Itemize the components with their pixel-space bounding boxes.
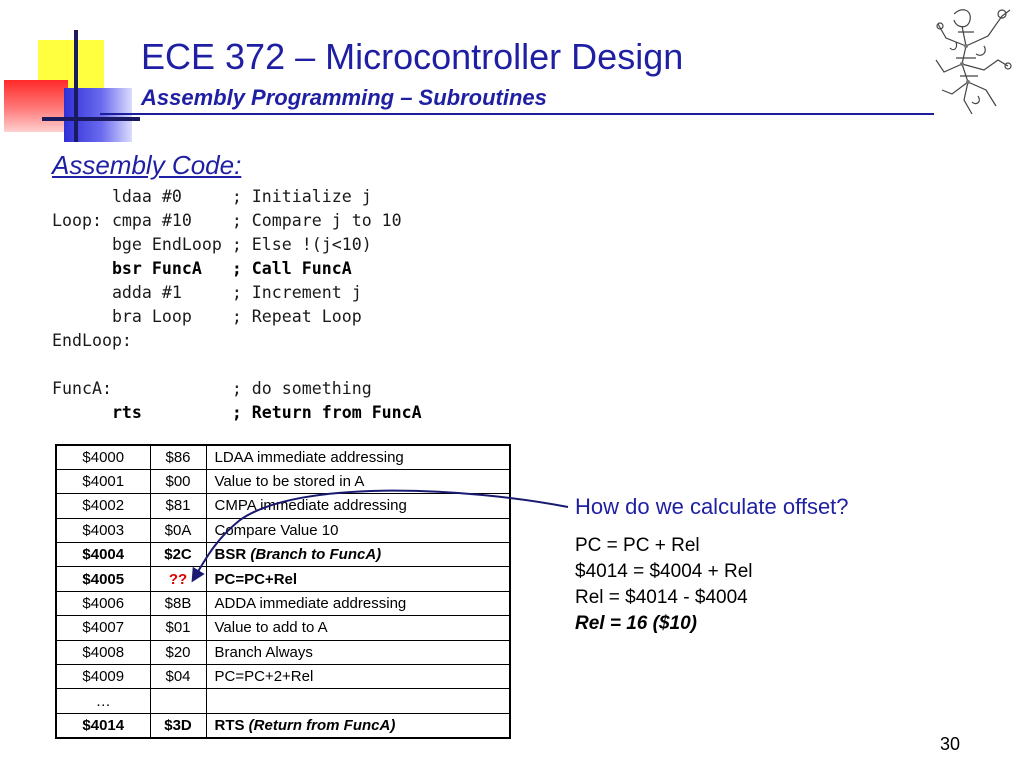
description-cell — [206, 591, 510, 615]
address-cell: $4000 — [56, 445, 150, 469]
table-row — [56, 591, 510, 615]
code-text: bsr FuncA ; Call FuncA — [52, 259, 352, 278]
code-heading: Assembly Code: — [52, 150, 242, 180]
table-row-highlighted — [56, 543, 510, 567]
value-cell: $8B — [150, 591, 206, 615]
memory-map-table — [55, 444, 511, 739]
description-text: LDAA immediate addressing — [214, 448, 404, 466]
table-row — [56, 616, 510, 640]
value-cell — [150, 689, 206, 713]
code-line — [52, 185, 422, 209]
page-title: ECE 372 – Microcontroller Design — [141, 36, 684, 77]
description-cell — [206, 518, 510, 542]
description-text: PC=PC+2+Rel — [214, 668, 314, 686]
ellipsis-cell: … — [56, 689, 150, 713]
address-cell: $4006 — [56, 591, 150, 615]
description-cell — [206, 445, 510, 469]
value-cell: $00 — [150, 469, 206, 493]
description-text: RTS — [214, 716, 249, 734]
assembly-code-block — [52, 185, 422, 425]
code-line-highlighted — [52, 257, 422, 281]
calc-line: Rel = $4014 - $4004 — [575, 587, 748, 608]
address-cell: $4014 — [56, 713, 150, 737]
description-cell — [206, 689, 510, 713]
page-number: 30 — [940, 734, 961, 754]
value-cell: $3D — [150, 713, 206, 737]
code-line — [52, 377, 422, 401]
decorative-vertical-bar — [74, 30, 78, 142]
value-cell: $86 — [150, 445, 206, 469]
table-row-highlighted — [56, 567, 510, 591]
description-emphasis: (Branch to FuncA) — [250, 546, 382, 564]
description-cell — [206, 469, 510, 493]
address-cell: $4005 — [56, 567, 150, 591]
address-cell: $4007 — [56, 616, 150, 640]
code-line — [52, 281, 422, 305]
value-cell: $04 — [150, 665, 206, 689]
description-text: Compare Value 10 — [214, 521, 339, 539]
page-subtitle: Assembly Programming – Subroutines — [141, 85, 547, 110]
code-text: EndLoop: — [52, 331, 132, 350]
sketch-logo-icon — [932, 2, 1016, 120]
value-cell: $81 — [150, 494, 206, 518]
description-text: Value to be stored in A — [214, 473, 365, 491]
decorative-horizontal-bar — [42, 117, 140, 121]
table-row — [56, 469, 510, 493]
value-cell: $01 — [150, 616, 206, 640]
description-cell — [206, 494, 510, 518]
code-text: bra Loop ; Repeat Loop — [52, 307, 362, 326]
description-cell — [206, 567, 510, 591]
code-text: adda #1 ; Increment j — [52, 283, 362, 302]
calc-line: PC = PC + Rel — [575, 535, 700, 556]
table-row — [56, 640, 510, 664]
description-cell — [206, 543, 510, 567]
value-cell: $20 — [150, 640, 206, 664]
code-text: Loop: cmpa #10 ; Compare j to 10 — [52, 211, 402, 230]
calc-result: Rel = 16 ($10) — [575, 613, 697, 634]
address-cell: $4001 — [56, 469, 150, 493]
code-text: ldaa #0 ; Initialize j — [52, 187, 372, 206]
code-text: bge EndLoop ; Else !(j<10) — [52, 235, 372, 254]
description-text: ADDA immediate addressing — [214, 595, 407, 613]
description-text: PC=PC+Rel — [214, 570, 298, 588]
table-row — [56, 445, 510, 469]
address-cell: $4009 — [56, 665, 150, 689]
value-cell: $2C — [150, 543, 206, 567]
table-row — [56, 518, 510, 542]
description-emphasis: (Return from FuncA) — [248, 716, 396, 734]
description-text: BSR — [214, 546, 251, 564]
address-cell: $4004 — [56, 543, 150, 567]
description-cell — [206, 665, 510, 689]
address-cell: $4002 — [56, 494, 150, 518]
description-cell — [206, 713, 510, 737]
address-cell: $4008 — [56, 640, 150, 664]
table-row — [56, 665, 510, 689]
description-text: Branch Always — [214, 643, 313, 661]
description-cell — [206, 616, 510, 640]
offset-calculation — [575, 533, 753, 637]
code-line — [52, 353, 422, 377]
description-cell — [206, 640, 510, 664]
code-text: FuncA: ; do something — [52, 379, 372, 398]
code-line — [52, 233, 422, 257]
code-text: rts ; Return from FuncA — [52, 403, 422, 422]
code-line — [52, 329, 422, 353]
offset-question: How do we calculate offset? — [575, 494, 849, 519]
code-line-highlighted — [52, 401, 422, 425]
description-text: CMPA immediate addressing — [214, 497, 407, 515]
table-row — [56, 494, 510, 518]
code-line — [52, 305, 422, 329]
decorative-red-square — [4, 80, 68, 132]
unknown-offset-cell: ?? — [150, 567, 206, 591]
title-underline-rule — [100, 113, 934, 115]
table-row-highlighted — [56, 713, 510, 737]
description-text: Value to add to A — [214, 619, 328, 637]
code-line — [52, 209, 422, 233]
value-cell: $0A — [150, 518, 206, 542]
table-row — [56, 689, 510, 713]
address-cell: $4003 — [56, 518, 150, 542]
calc-line: $4014 = $4004 + Rel — [575, 561, 753, 582]
